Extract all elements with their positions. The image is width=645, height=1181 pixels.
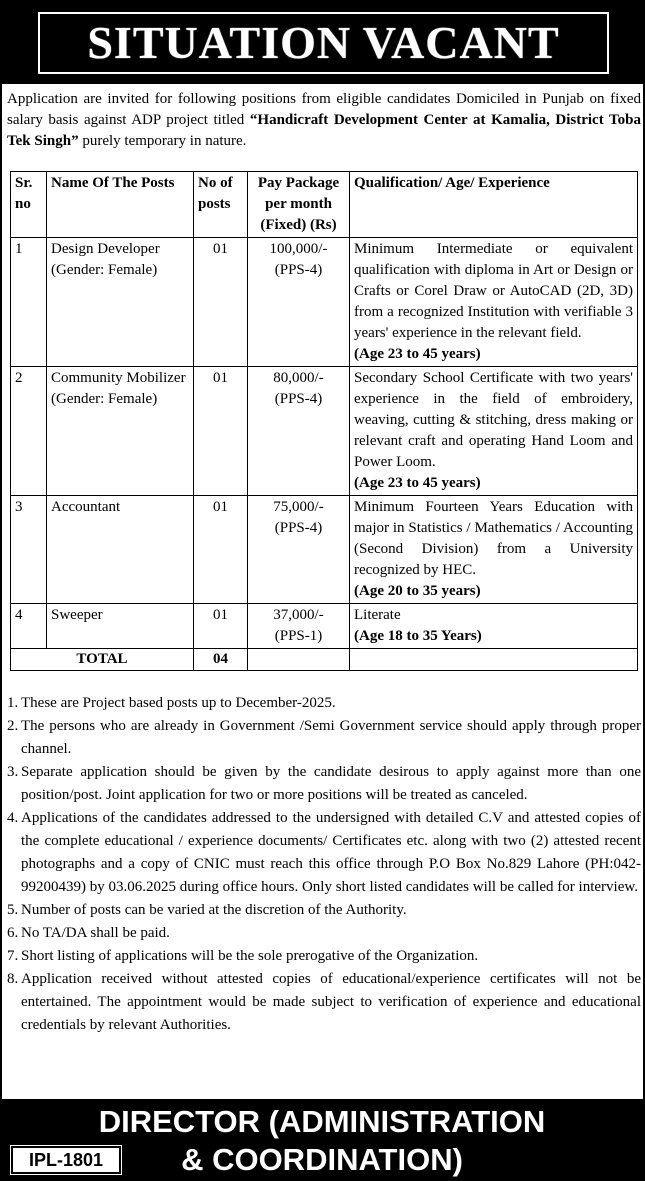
qualification-text: Secondary School Certificate with two years' experience in the field of embroidery, weaving, cutting & stitching, dress making or relevant craft and operating Hand Loom and Power Loom.: [354, 370, 633, 470]
qualification-text: Minimum Intermediate or equivalent qualification with diploma in Art or Design or Crafts or Corel Draw or AutoCAD (2D, 3D) from a recognized Institution with verifiable 3 years' experience in the relevant field.: [354, 241, 633, 341]
pay-amount: 75,000/-: [273, 499, 324, 515]
note-number: 2.: [7, 718, 19, 734]
note-number: 7.: [7, 948, 19, 964]
total-posts: 04: [194, 649, 248, 671]
age-limit: (Age 20 to 35 years): [354, 583, 481, 599]
positions-table: [10, 171, 638, 671]
table-row: [11, 367, 638, 496]
post-gender: (Gender: Female): [51, 391, 158, 407]
table-row: [11, 604, 638, 649]
note-text: Applications of the candidates addressed to the undersigned with detailed C.V and attested copies of the complete educational / experience documents/ Certificates etc. along with two (2) attested recent photographs and a copy of CNIC must reach this office through P.O Box No.829 Lahore (PH:042-99200439) by 03.06.2025 during office hours. Only short listed candidates will be called for interview.: [21, 810, 641, 895]
table-row: [11, 238, 638, 367]
list-item: [7, 692, 641, 715]
pay-amount: 100,000/-: [269, 241, 328, 257]
post-gender: (Gender: Female): [51, 262, 158, 278]
headline-banner: [2, 2, 643, 84]
note-text: Short listing of applications will be the sole prerogative of the Organization.: [21, 948, 479, 964]
signatory-banner: [2, 1099, 643, 1181]
note-number: 4.: [7, 810, 19, 826]
intro-text-end: purely temporary in nature.: [78, 133, 247, 149]
note-number: 8.: [7, 971, 19, 987]
project-title: “Handicraft Development Center at Kamalia, District Toba Tek Singh”: [7, 112, 641, 149]
row-sr: 3: [11, 496, 47, 604]
list-item: [7, 922, 641, 945]
row-pay: [248, 367, 350, 496]
pay-scale: (PPS-1): [274, 628, 323, 644]
row-post-name: [47, 238, 194, 367]
note-text: Application received without attested copies of educational/experience certificates will not be entertained. The appointment would be made subject to verification of experience and educational credentials by relevant Authorities.: [21, 971, 641, 1033]
header-posts: No of posts: [194, 172, 248, 238]
post-title: Accountant: [51, 499, 121, 515]
header-pay: Pay Package per month (Fixed) (Rs): [248, 172, 350, 238]
post-title: Design Developer: [51, 241, 160, 257]
row-pay: [248, 604, 350, 649]
age-limit: (Age 18 to 35 Years): [354, 628, 482, 644]
note-text: No TA/DA shall be paid.: [21, 925, 170, 941]
total-empty-qualification: [350, 649, 638, 671]
list-item: [7, 899, 641, 922]
table-header-row: [11, 172, 638, 238]
headline-title: SITUATION VACANT: [38, 12, 609, 74]
row-qualification: [350, 604, 638, 649]
note-text: These are Project based posts up to December-2025.: [21, 695, 336, 711]
row-posts: 01: [194, 367, 248, 496]
post-title: Sweeper: [51, 607, 103, 623]
ipl-reference-badge: IPL-1801: [11, 1146, 121, 1174]
total-empty-pay: [248, 649, 350, 671]
row-qualification: [350, 238, 638, 367]
row-post-name: [47, 496, 194, 604]
post-title: Community Mobilizer: [51, 370, 186, 386]
terms-list: [7, 692, 641, 1037]
note-number: 3.: [7, 764, 19, 780]
signatory-title-line2: & COORDINATION): [181, 1142, 463, 1177]
total-row: [11, 649, 638, 671]
intro-text-start: Application are invited for following positions from eligible candidates Domiciled in Punjab on fixed salary basis against ADP project titled: [7, 91, 641, 128]
note-text: Separate application should be given by the candidate desirous to apply against more than one position/post. Joint application for two or more positions will be treated as canceled.: [21, 764, 641, 803]
row-post-name: [47, 604, 194, 649]
intro-paragraph: [7, 89, 641, 152]
note-number: 5.: [7, 902, 19, 918]
table-row: [11, 496, 638, 604]
row-pay: [248, 238, 350, 367]
header-name: Name Of The Posts: [47, 172, 194, 238]
pay-amount: 80,000/-: [273, 370, 324, 386]
header-qualification: Qualification/ Age/ Experience: [350, 172, 638, 238]
pay-scale: (PPS-4): [274, 520, 323, 536]
list-item: [7, 761, 641, 807]
note-text: Number of posts can be varied at the discretion of the Authority.: [21, 902, 407, 918]
row-sr: 4: [11, 604, 47, 649]
total-label: TOTAL: [11, 649, 194, 671]
age-limit: (Age 23 to 45 years): [354, 346, 481, 362]
age-limit: (Age 23 to 45 years): [354, 475, 481, 491]
qualification-text: Literate: [354, 607, 401, 623]
row-qualification: [350, 367, 638, 496]
row-post-name: [47, 367, 194, 496]
list-item: [7, 715, 641, 761]
pay-scale: (PPS-4): [274, 391, 323, 407]
note-number: 1.: [7, 695, 19, 711]
note-text: The persons who are already in Government /Semi Government service should apply through proper channel.: [21, 718, 641, 757]
row-sr: 2: [11, 367, 47, 496]
row-qualification: [350, 496, 638, 604]
signatory-title-line1: DIRECTOR (ADMINISTRATION: [98, 1104, 546, 1139]
row-sr: 1: [11, 238, 47, 367]
note-number: 6.: [7, 925, 19, 941]
pay-scale: (PPS-4): [274, 262, 323, 278]
row-posts: 01: [194, 604, 248, 649]
row-posts: 01: [194, 496, 248, 604]
qualification-text: Minimum Fourteen Years Education with major in Statistics / Mathematics / Accounting (Second Division) from a University recognized by HEC.: [354, 499, 633, 578]
list-item: [7, 968, 641, 1037]
header-sr: Sr. no: [11, 172, 47, 238]
row-posts: 01: [194, 238, 248, 367]
pay-amount: 37,000/-: [273, 607, 324, 623]
list-item: [7, 807, 641, 899]
row-pay: [248, 496, 350, 604]
list-item: [7, 945, 641, 968]
